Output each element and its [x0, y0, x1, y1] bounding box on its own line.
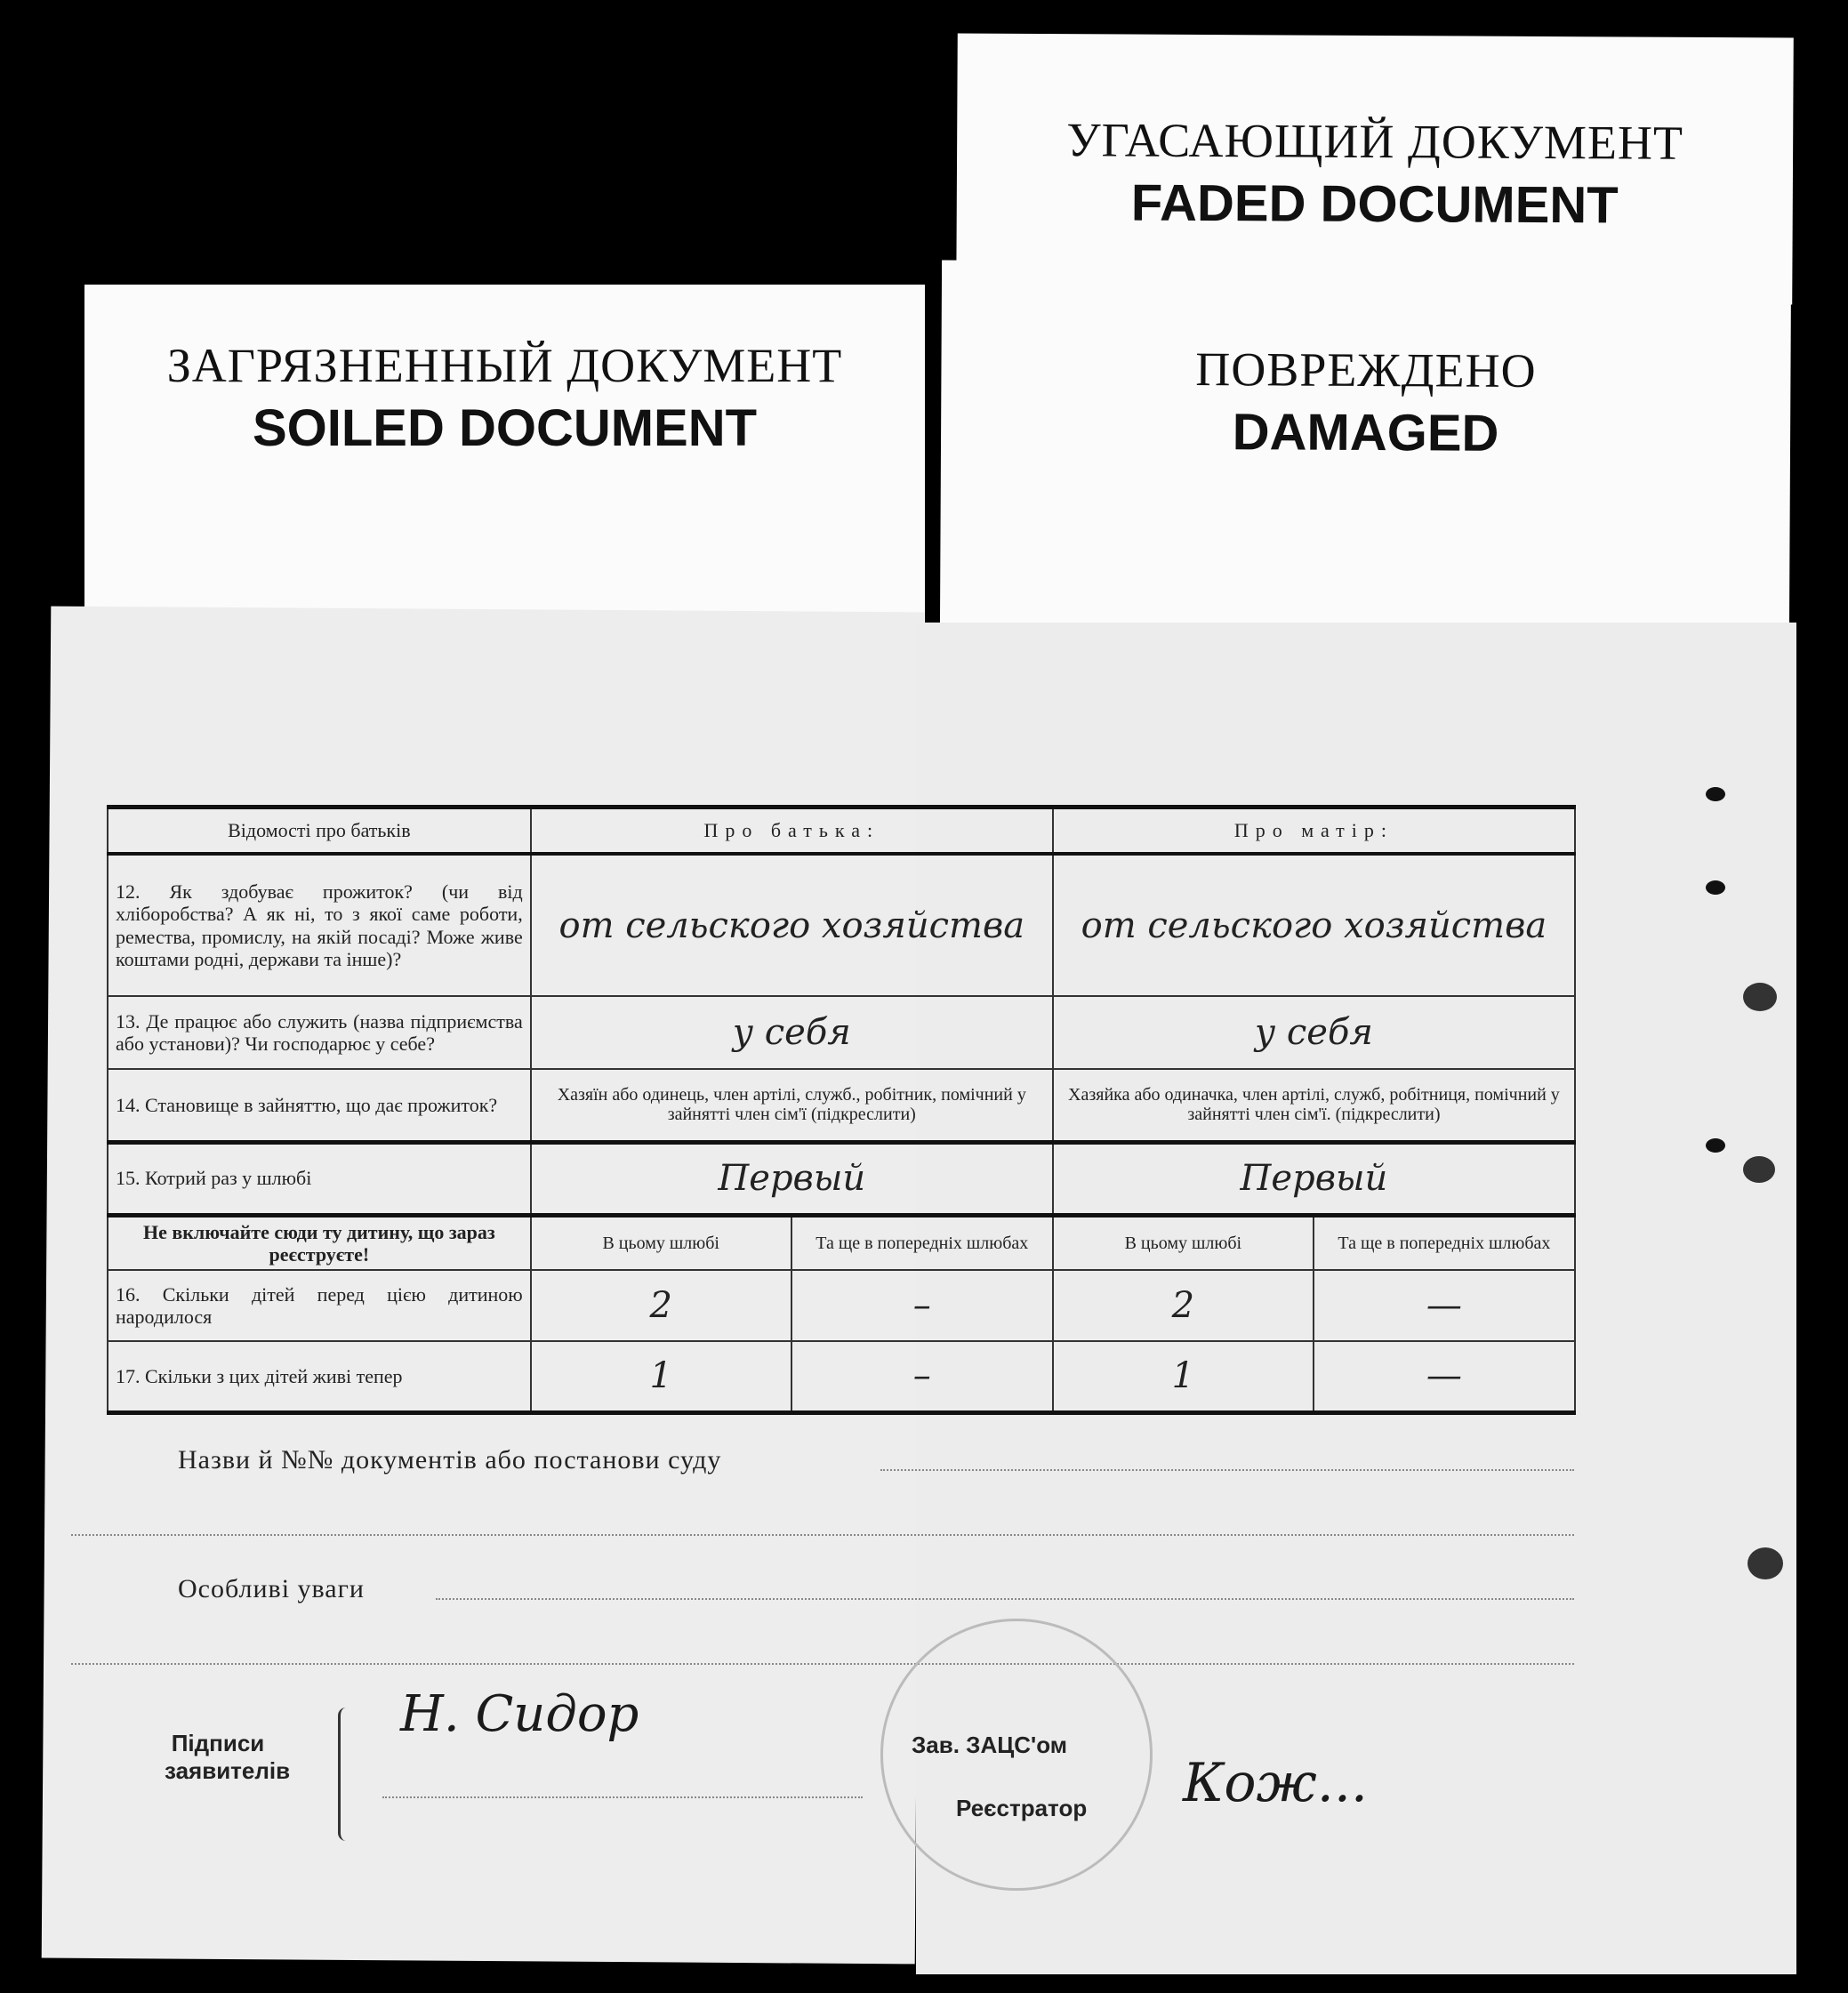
soiled-en-label: SOILED DOCUMENT [252, 399, 758, 457]
q16-father-this: 2 [531, 1270, 791, 1341]
parents-table [107, 805, 1576, 1415]
damaged-en-label: DAMAGED [1232, 403, 1499, 462]
q14-mother: Хазяйка або одиначка, член артілі, служб, робітниця, помічний у зайнятті член сім'ї. (підкреслити) [1053, 1069, 1575, 1142]
signature-line [382, 1796, 863, 1798]
documents-label: Назви й №№ документів або постанови суду [178, 1445, 722, 1475]
row-q16 [108, 1270, 1575, 1341]
q15-label: 15. Котрий раз у шлюбі [108, 1142, 531, 1215]
q13-label: 13. Де працює або служить (назва підприємства або установи)? Чи господарює у себе? [108, 996, 531, 1069]
head-label: Зав. ЗАЦС'ом [912, 1732, 1067, 1758]
header-info: Відомості про батьків [108, 808, 531, 855]
q12-mother: от сельского хозяйства [1053, 854, 1575, 996]
q17-father-prev: – [791, 1341, 1053, 1412]
q16-father-prev: – [791, 1270, 1053, 1341]
soiled-ru-label: ЗАГРЯЗНЕННЫЙ ДОКУМЕНТ [166, 339, 843, 392]
q17-mother-prev: — [1314, 1341, 1575, 1412]
header-father: Про батька: [531, 808, 1053, 855]
row-q12 [108, 854, 1575, 996]
remarks-line [436, 1598, 1574, 1600]
q16-label: 16. Скільки дітей перед цією дитиною народилося [108, 1270, 531, 1341]
remarks-label: Особливі уваги [178, 1574, 365, 1603]
father-prev-marriage: Та ще в попередніх шлюбах [791, 1215, 1053, 1270]
signatures-brace [338, 1708, 346, 1841]
q17-label: 17. Скільки з цих дітей живі тепер [108, 1341, 531, 1412]
registrar-signature: Кож... [1183, 1752, 1368, 1814]
q17-mother-this: 1 [1053, 1341, 1314, 1412]
q14-label: 14. Становище в зайняттю, що дає прожиток? [108, 1069, 531, 1142]
header-mother: Про матір: [1053, 808, 1575, 855]
q13-mother: у себя [1053, 996, 1575, 1069]
faded-en-label: FADED DOCUMENT [1130, 173, 1619, 235]
q15-mother: Первый [1053, 1142, 1575, 1215]
damaged-document-card [940, 261, 1791, 639]
damaged-ru-label: ПОВРЕЖДЕНО [1195, 342, 1537, 398]
father-this-marriage: В цьому шлюбі [531, 1215, 791, 1270]
mother-prev-marriage: Та ще в попередніх шлюбах [1314, 1215, 1575, 1270]
q14-father: Хазяїн або одинець, член артілі, служб., робітник, помічний у зайнятті член сім'ї (підкреслити) [531, 1069, 1053, 1142]
faded-ru-label: УГАСАЮЩИЙ ДОКУМЕНТ [1066, 113, 1684, 170]
row-q15 [108, 1142, 1575, 1215]
q13-father: у себя [531, 996, 1053, 1069]
q16-mother-prev: — [1314, 1270, 1575, 1341]
table-header-row [108, 808, 1575, 855]
children-note: Не включайте сюди ту дитину, що зараз реєструєте! [108, 1215, 531, 1270]
q16-mother-this: 2 [1053, 1270, 1314, 1341]
row-q14 [108, 1069, 1575, 1142]
mother-this-marriage: В цьому шлюбі [1053, 1215, 1314, 1270]
applicant-signature: Н. Сидор [400, 1685, 639, 1743]
form-content [44, 623, 1805, 1974]
row-q17 [108, 1341, 1575, 1412]
q12-father: от сельского хозяйства [531, 854, 1053, 996]
documents-line-2 [71, 1534, 1574, 1536]
signatures-label: Підписи заявителів [165, 1730, 291, 1784]
q15-father: Первый [531, 1142, 1053, 1215]
row-q13 [108, 996, 1575, 1069]
row-children-header [108, 1215, 1575, 1270]
soiled-document-card [84, 285, 925, 631]
registrar-label: Реєстратор [956, 1795, 1088, 1821]
documents-line [880, 1469, 1574, 1471]
q17-father-this: 1 [531, 1341, 791, 1412]
remarks-line-2 [71, 1663, 1574, 1665]
q12-label: 12. Як здобуває прожиток? (чи від хліборобства? А як ні, то з якої саме роботи, ремества, промислу, на якій посаді? Може живе коштами родні, держави та інше)? [108, 854, 531, 996]
